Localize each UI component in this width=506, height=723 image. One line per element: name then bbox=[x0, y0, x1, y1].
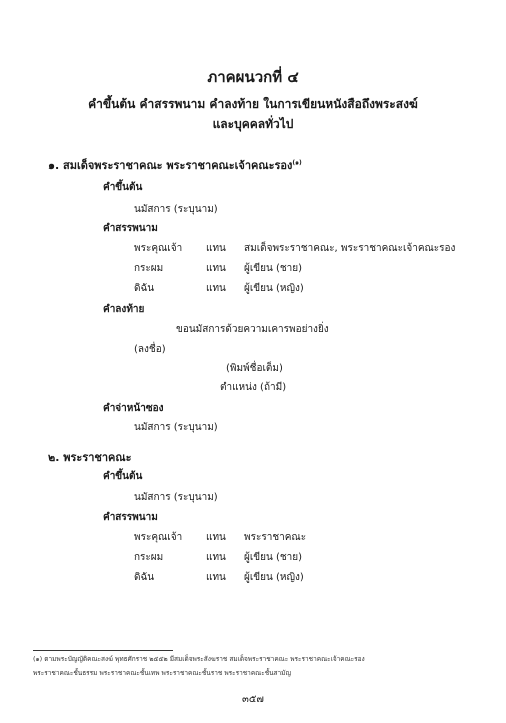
section1-position: ตำแหน่ง (ถ้ามี) bbox=[220, 382, 287, 393]
pronoun-term: พระคุณเจ้า bbox=[134, 243, 183, 254]
pronoun-reference: ผู้เขียน (ชาย) bbox=[244, 552, 303, 563]
section1-closing-text: ขอนมัสการด้วยความเคารพอย่างยิ่ง bbox=[176, 324, 329, 335]
page-subtitle-line2: และบุคคลทั่วไป bbox=[212, 117, 294, 131]
pronoun-term: กระผม bbox=[134, 552, 164, 563]
section2-heading: ๒. พระราชาคณะ bbox=[48, 451, 132, 464]
footnote-text-1: ตามพระบัญญัติคณะสงฆ์ พุทธศักราช ๒๕๕๒ มีสมเด็จพระสังฆราช สมเด็จพระราชาคณะ พระราชาคณะเจ้าคณะรอง bbox=[44, 655, 365, 663]
pronoun-relation: แทน bbox=[206, 283, 226, 294]
footnote-mark: (๑) bbox=[33, 655, 43, 663]
pronoun-reference: ผู้เขียน (ชาย) bbox=[244, 263, 303, 274]
pronoun-term: ดิฉัน bbox=[134, 283, 155, 294]
section1-signature: (ลงชื่อ) bbox=[134, 344, 166, 355]
section1-heading-text: ๑. สมเด็จพระราชาคณะ พระราชาคณะเจ้าคณะรอง bbox=[48, 159, 293, 172]
footnote-divider bbox=[33, 650, 173, 651]
page-title: ภาคผนวกที่ ๔ bbox=[207, 68, 299, 86]
pronoun-relation: แทน bbox=[206, 572, 226, 583]
pronoun-term: ดิฉัน bbox=[134, 572, 155, 583]
section2-opening-label: คำขึ้นต้น bbox=[103, 471, 143, 482]
pronoun-relation: แทน bbox=[206, 532, 226, 543]
section1-printed-name: (พิมพ์ชื่อเต็ม) bbox=[226, 363, 283, 374]
footnote-reference: (๑) bbox=[292, 159, 302, 167]
pronoun-relation: แทน bbox=[206, 552, 226, 563]
section1-opening-text: นมัสการ (ระบุนาม) bbox=[134, 204, 218, 215]
pronoun-reference: สมเด็จพระราชาคณะ, พระราชาคณะเจ้าคณะรอง bbox=[244, 243, 456, 254]
section1-heading bbox=[48, 160, 302, 171]
section1-opening-label: คำขึ้นต้น bbox=[103, 182, 143, 193]
section1-pronoun-label: คำสรรพนาม bbox=[103, 223, 158, 234]
section1-closing-label: คำลงท้าย bbox=[103, 304, 145, 315]
section2-opening-text: นมัสการ (ระบุนาม) bbox=[134, 492, 218, 503]
section1-address-text: นมัสการ (ระบุนาม) bbox=[134, 422, 218, 433]
pronoun-reference: ผู้เขียน (หญิง) bbox=[244, 283, 304, 294]
pronoun-relation: แทน bbox=[206, 243, 226, 254]
page-number: ๓๕๗ bbox=[242, 694, 264, 705]
pronoun-reference: ผู้เขียน (หญิง) bbox=[244, 572, 304, 583]
pronoun-term: พระคุณเจ้า bbox=[134, 532, 183, 543]
section1-address-label: คำจ่าหน้าซอง bbox=[103, 403, 164, 414]
page-subtitle-line1: คำขึ้นต้น คำสรรพนาม คำลงท้าย ในการเขียนหนังสือถึงพระสงฆ์ bbox=[88, 97, 418, 111]
pronoun-relation: แทน bbox=[206, 263, 226, 274]
section2-pronoun-label: คำสรรพนาม bbox=[103, 512, 158, 523]
pronoun-reference: พระราชาคณะ bbox=[244, 532, 307, 543]
pronoun-term: กระผม bbox=[134, 263, 164, 274]
footnote-line-1 bbox=[33, 656, 365, 663]
footnote-line-2: พระราชาคณะชั้นธรรม พระราชาคณะชั้นเทพ พระราชาคณะชั้นราช พระราชาคณะชั้นสามัญ bbox=[33, 669, 291, 677]
